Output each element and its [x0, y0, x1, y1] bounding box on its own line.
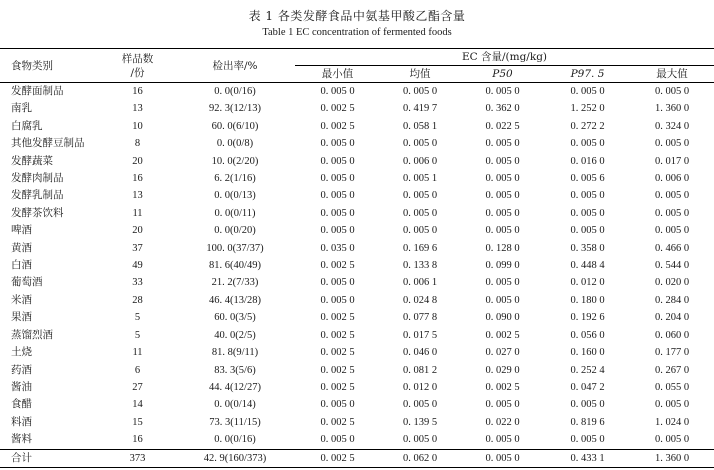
ec-min: 0. 002 5	[320, 416, 355, 428]
ec-p50: 0. 005 0	[485, 225, 520, 237]
food-name: 料酒	[11, 415, 32, 428]
detection-rate: 0. 0(0/16)	[214, 434, 256, 446]
ec-max: 0. 055 0	[654, 381, 690, 393]
sample-count: 16	[132, 434, 143, 446]
ec-min: 0. 005 0	[320, 155, 355, 167]
ec-max: 0. 005 0	[654, 225, 690, 237]
sample-count: 28	[132, 294, 143, 306]
food-name: 发酵蔬菜	[11, 154, 53, 167]
food-name: 米酒	[11, 293, 32, 306]
ec-p50: 0. 128 0	[485, 242, 520, 254]
ec-p50: 0. 005 0	[485, 434, 520, 446]
table-row	[0, 414, 714, 431]
ec-mean: 0. 046 0	[402, 347, 438, 359]
ec-mean: 0. 081 2	[402, 364, 438, 376]
ec-min: 0. 002 5	[320, 381, 355, 393]
ec-p975: 0. 005 0	[570, 434, 605, 446]
ec-p975: 0. 252 4	[570, 364, 605, 376]
sample-count: 11	[132, 207, 143, 219]
food-name: 其他发酵豆制品	[11, 137, 85, 150]
ec-min: 0. 002 5	[320, 329, 355, 341]
ec-p50: 0. 002 5	[485, 381, 520, 393]
detection-rate: 0. 0(0/13)	[214, 190, 256, 202]
detection-rate: 21. 2(7/33)	[211, 277, 259, 289]
ec-max: 0. 005 0	[654, 207, 690, 219]
table-row	[0, 362, 714, 379]
ec-p975: 0. 005 0	[570, 399, 605, 411]
sample-count: 6	[134, 364, 141, 376]
ec-p50: 0. 090 0	[485, 312, 520, 324]
ec-p50: 0. 029 0	[485, 364, 520, 376]
ec-p975: 0. 160 0	[570, 347, 605, 359]
total-max: 1. 360 0	[630, 449, 714, 467]
total-mean: 0. 062 0	[380, 449, 460, 467]
ec-min: 0. 005 0	[320, 138, 355, 150]
ec-max: 0. 005 0	[654, 138, 690, 150]
ec-min: 0. 005 0	[320, 86, 355, 97]
detection-rate: 0. 0(0/16)	[214, 86, 256, 97]
detection-rate: 40. 0(2/5)	[214, 329, 256, 341]
header-sample-count-line2: /份	[130, 66, 145, 79]
food-name: 白腐乳	[11, 119, 43, 132]
ec-min: 0. 005 0	[320, 173, 355, 185]
table-row	[0, 396, 714, 413]
ec-mean: 0. 005 1	[402, 173, 438, 185]
header-row-1	[0, 49, 714, 66]
ec-p50: 0. 005 0	[485, 399, 520, 411]
ec-p50: 0. 005 0	[485, 294, 520, 306]
ec-max: 0. 284 0	[654, 294, 690, 306]
sample-count: 16	[132, 86, 143, 97]
ec-p975: 0. 005 0	[570, 207, 605, 219]
detection-rate: 83. 3(5/6)	[214, 364, 256, 376]
header-min: 最小值	[321, 68, 354, 80]
ec-mean: 0. 006 1	[402, 277, 438, 289]
food-name: 葡萄酒	[11, 276, 43, 289]
table-row	[0, 135, 714, 152]
ec-max: 0. 005 0	[654, 86, 690, 97]
ec-min: 0. 005 0	[320, 207, 355, 219]
table-row	[0, 257, 714, 274]
food-name: 白酒	[11, 259, 32, 272]
sample-count: 10	[132, 120, 143, 132]
sample-count: 13	[132, 103, 143, 115]
detection-rate: 6. 2(1/16)	[214, 173, 256, 185]
food-name: 果酒	[11, 311, 32, 324]
table-title-chinese: 表 1 各类发酵食品中氨基甲酸乙酯含量	[248, 9, 466, 23]
ec-p975: 0. 272 2	[570, 120, 605, 132]
sample-count: 27	[132, 381, 143, 393]
ec-p975: 0. 192 6	[570, 312, 605, 324]
ec-mean: 0. 133 8	[402, 260, 438, 272]
ec-p975: 0. 005 0	[570, 225, 605, 237]
table-row	[0, 222, 714, 239]
ec-p975: 1. 252 0	[570, 103, 605, 115]
ec-p50: 0. 005 0	[485, 138, 520, 150]
ec-mean: 0. 005 0	[402, 225, 438, 237]
ec-mean: 0. 419 7	[402, 103, 438, 115]
ec-mean: 0. 058 1	[402, 120, 438, 132]
food-name: 土烧	[11, 346, 32, 359]
sample-count: 15	[132, 416, 143, 428]
table-row	[0, 118, 714, 135]
ec-p975: 0. 005 0	[570, 86, 605, 97]
sample-count: 5	[134, 329, 141, 341]
table-row	[0, 344, 714, 361]
food-name: 食醋	[11, 398, 32, 411]
detection-rate: 46. 4(13/28)	[209, 294, 261, 306]
ec-max: 0. 017 0	[654, 155, 690, 167]
ec-p50: 0. 005 0	[485, 207, 520, 219]
ec-max: 0. 006 0	[654, 173, 690, 185]
table-row	[0, 431, 714, 449]
ec-p50: 0. 027 0	[485, 347, 520, 359]
ec-p975: 0. 047 2	[570, 381, 605, 393]
ec-p50: 0. 005 0	[485, 86, 520, 97]
detection-rate: 0. 0(0/8)	[216, 138, 254, 150]
ec-p975: 0. 358 0	[570, 242, 605, 254]
detection-rate: 60. 0(6/10)	[211, 120, 259, 132]
table-title-english: Table 1 EC concentration of fermented foods	[262, 27, 452, 38]
detection-rate: 81. 8(9/11)	[211, 347, 259, 359]
food-name: 酱料	[11, 433, 32, 446]
ec-max: 0. 267 0	[654, 364, 690, 376]
ec-max: 1. 360 0	[654, 103, 690, 115]
ec-mean: 0. 005 0	[402, 190, 438, 202]
ec-min: 0. 005 0	[320, 190, 355, 202]
detection-rate: 100. 0(37/37)	[206, 242, 264, 254]
ec-p50: 0. 005 0	[485, 190, 520, 202]
ec-p975: 0. 056 0	[570, 329, 605, 341]
header-max: 最大值	[656, 68, 688, 80]
ec-min: 0. 002 5	[320, 364, 355, 376]
ec-max: 0. 005 0	[654, 190, 690, 202]
ec-mean: 0. 005 0	[402, 86, 438, 97]
ec-min: 0. 005 0	[320, 434, 355, 446]
ec-mean: 0. 005 0	[402, 138, 438, 150]
ec-p50: 0. 362 0	[485, 103, 520, 115]
ec-p975: 0. 005 6	[570, 173, 605, 185]
ec-min: 0. 002 5	[320, 260, 355, 272]
food-name: 发酵乳制品	[11, 189, 64, 202]
ec-p975: 0. 819 6	[570, 416, 605, 428]
ec-p50: 0. 099 0	[485, 260, 520, 272]
total-p975: 0. 433 1	[545, 449, 630, 467]
table-row	[0, 205, 714, 222]
ec-min: 0. 035 0	[320, 242, 355, 254]
ec-min: 0. 002 5	[320, 120, 355, 132]
detection-rate: 60. 0(3/5)	[214, 312, 256, 324]
ec-max: 0. 324 0	[654, 120, 690, 132]
ec-p50: 0. 022 0	[485, 416, 520, 428]
detection-rate: 0. 0(0/14)	[214, 399, 256, 411]
ec-mean: 0. 006 0	[402, 155, 438, 167]
table-row	[0, 292, 714, 309]
sample-count: 14	[132, 399, 143, 411]
table-row-total	[0, 449, 714, 467]
ec-max: 0. 544 0	[654, 260, 690, 272]
ec-mean: 0. 012 0	[402, 381, 438, 393]
ec-min: 0. 002 5	[320, 312, 355, 324]
detection-rate: 44. 4(12/27)	[209, 381, 261, 393]
sample-count: 11	[132, 347, 143, 359]
ec-p975: 0. 005 0	[570, 190, 605, 202]
ec-p50: 0. 005 0	[485, 173, 520, 185]
ec-max: 1. 024 0	[654, 416, 690, 428]
table-row	[0, 100, 714, 117]
ec-mean: 0. 005 0	[402, 207, 438, 219]
sample-count: 33	[132, 277, 143, 289]
ec-max: 0. 466 0	[654, 242, 690, 254]
ec-p50: 0. 022 5	[485, 120, 520, 132]
header-p975: P97. 5	[570, 68, 605, 80]
ec-min: 0. 005 0	[320, 399, 355, 411]
table-row	[0, 327, 714, 344]
detection-rate: 0. 0(0/11)	[214, 207, 256, 219]
header-sample-count	[100, 49, 175, 83]
ec-mean: 0. 077 8	[402, 312, 438, 324]
detection-rate: 73. 3(11/15)	[209, 416, 261, 428]
sample-count: 8	[134, 138, 141, 150]
detection-rate: 92. 3(12/13)	[209, 103, 261, 115]
ec-mean: 0. 169 6	[402, 242, 438, 254]
ec-max: 0. 060 0	[654, 329, 690, 341]
total-detection-rate: 42. 9(160/373)	[175, 449, 295, 467]
table-row	[0, 170, 714, 187]
ec-mean: 0. 139 5	[402, 416, 438, 428]
food-name: 啤酒	[11, 224, 32, 237]
table-row	[0, 187, 714, 204]
ec-p50: 0. 005 0	[485, 155, 520, 167]
total-sample-count: 373	[100, 449, 175, 467]
sample-count: 13	[132, 190, 143, 202]
ec-max: 0. 177 0	[654, 347, 690, 359]
table-row	[0, 83, 714, 101]
food-name: 药酒	[11, 363, 32, 376]
sample-count: 5	[134, 312, 141, 324]
food-name: 发酵茶饮料	[11, 206, 64, 219]
table-row	[0, 153, 714, 170]
sample-count: 20	[132, 155, 143, 167]
table-row	[0, 309, 714, 326]
ec-max: 0. 005 0	[654, 399, 690, 411]
header-sample-count-line1: 样品数	[121, 52, 154, 65]
ec-p975: 0. 005 0	[570, 138, 605, 150]
ec-max: 0. 005 0	[654, 434, 690, 446]
ec-max: 0. 020 0	[654, 277, 690, 289]
food-name: 蒸馏烈酒	[11, 328, 53, 341]
food-name: 南乳	[11, 102, 32, 115]
total-min: 0. 002 5	[295, 449, 380, 467]
ec-p975: 0. 180 0	[570, 294, 605, 306]
header-p50: P50	[492, 68, 513, 80]
sample-count: 37	[132, 242, 143, 254]
total-p50: 0. 005 0	[460, 449, 545, 467]
food-name: 发酵面制品	[11, 85, 64, 97]
ec-p975: 0. 012 0	[570, 277, 605, 289]
detection-rate: 10. 0(2/20)	[211, 155, 259, 167]
food-name: 发酵肉制品	[11, 172, 64, 185]
ec-min: 0. 005 0	[320, 277, 355, 289]
ec-concentration-table	[0, 48, 714, 468]
ec-p50: 0. 002 5	[485, 329, 520, 341]
total-name: 合计	[0, 449, 100, 467]
ec-mean: 0. 005 0	[402, 434, 438, 446]
ec-min: 0. 005 0	[320, 294, 355, 306]
ec-mean: 0. 024 8	[402, 294, 438, 306]
table-row	[0, 274, 714, 291]
table-row	[0, 379, 714, 396]
ec-mean: 0. 005 0	[402, 399, 438, 411]
table-row	[0, 240, 714, 257]
ec-mean: 0. 017 5	[402, 329, 438, 341]
ec-min: 0. 002 5	[320, 103, 355, 115]
ec-p50: 0. 005 0	[485, 277, 520, 289]
food-name: 黄酒	[11, 241, 32, 254]
ec-min: 0. 002 5	[320, 347, 355, 359]
ec-p975: 0. 016 0	[570, 155, 605, 167]
header-mean: 均值	[409, 68, 431, 80]
detection-rate: 81. 6(40/49)	[209, 260, 261, 272]
header-ec-content: EC 含量/(mg/kg)	[295, 49, 714, 66]
detection-rate: 0. 0(0/20)	[214, 225, 256, 237]
sample-count: 20	[132, 225, 143, 237]
sample-count: 49	[132, 260, 143, 272]
sample-count: 16	[132, 173, 143, 185]
header-detection-rate: 检出率/%	[212, 59, 258, 72]
header-food-type: 食物类别	[11, 59, 53, 72]
ec-min: 0. 005 0	[320, 225, 355, 237]
ec-max: 0. 204 0	[654, 312, 690, 324]
food-name: 酱油	[11, 380, 32, 393]
ec-p975: 0. 448 4	[570, 260, 605, 272]
table-body	[0, 83, 714, 450]
